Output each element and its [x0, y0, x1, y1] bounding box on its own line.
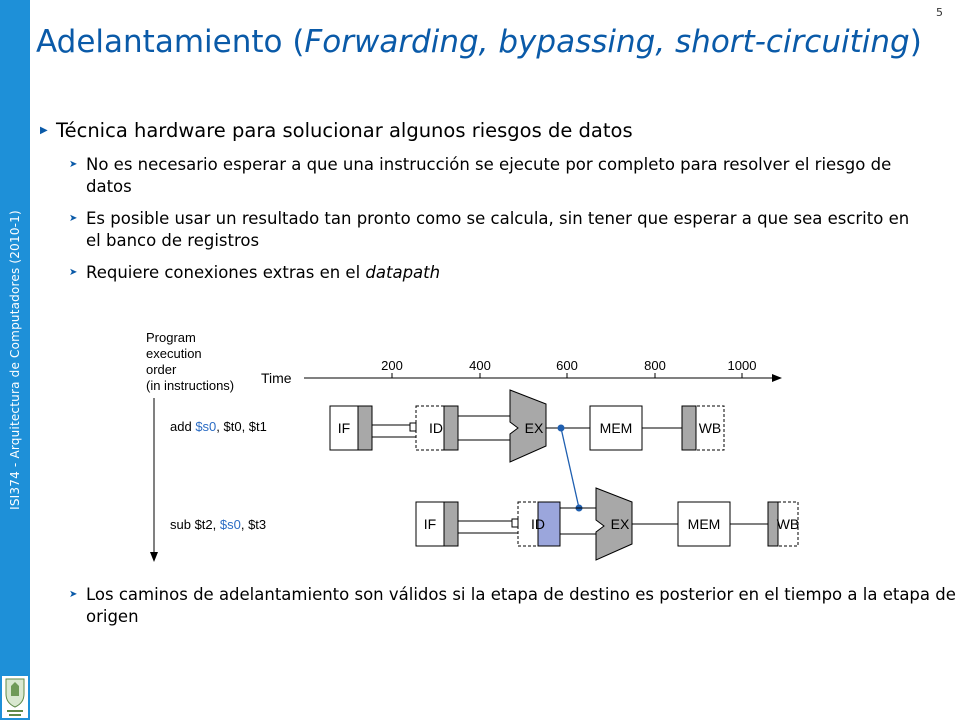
- sub-bullet-3-italic: datapath: [365, 263, 441, 282]
- instr-sub-reg: $s0: [219, 517, 241, 532]
- sub-bullet-4-text: Los caminos de adelantamiento son válidos si la etapa de destino es posterior en el tiempo a la etapa de origen: [86, 585, 956, 626]
- yaxis-line-4: (in instructions): [146, 378, 235, 393]
- stage-wb-label: WB: [698, 420, 722, 436]
- forwarding-path: [561, 428, 579, 508]
- tick-label-400: 400: [469, 358, 491, 373]
- instr-sub-label: [170, 517, 266, 532]
- pipeline-row-sub: [416, 488, 799, 560]
- sub-bullet-1-text: No es necesario esperar a que una instrucción se ejecute por completo para resolver el riesgo de datos: [86, 155, 892, 196]
- axis-arrowhead-icon: [150, 552, 158, 562]
- stage-ex-label-2: EX: [610, 516, 630, 532]
- time-arrowhead-icon: [772, 374, 782, 382]
- slide-title: [36, 24, 922, 60]
- title-italic: Forwarding, bypassing, short-circuiting: [304, 24, 910, 60]
- stage-id-label: ID: [429, 420, 443, 436]
- triangle-bullet-icon: ▶: [40, 125, 48, 136]
- title-part-2: ): [909, 24, 922, 60]
- instr-add-suffix: , $t0, $t1: [216, 419, 267, 434]
- arrow-bullet-icon: ➤: [69, 267, 78, 278]
- yaxis-line-3: order: [146, 362, 177, 377]
- instr-add-label: [170, 419, 267, 434]
- time-ticks: [381, 358, 756, 378]
- time-label: Time: [261, 370, 292, 386]
- stage-if-label-2: IF: [423, 516, 437, 532]
- sub-bullet-1: [36, 154, 926, 198]
- forwarding-source-dot: [558, 425, 565, 432]
- sub-bullet-3-text: Requiere conexiones extras en el: [86, 263, 366, 282]
- sub-bullet-2: [36, 208, 926, 252]
- instr-add-prefix: add: [170, 419, 196, 434]
- bullet-main-text: Técnica hardware para solucionar algunos riesgos de datos: [56, 119, 633, 142]
- university-logo: [2, 676, 28, 718]
- stage-ex-label: EX: [524, 420, 544, 436]
- sub-bullet-4: [36, 584, 960, 628]
- stage-wb-label-2: WB: [776, 516, 800, 532]
- tick-label-200: 200: [381, 358, 403, 373]
- stage-mem-label: MEM: [599, 420, 633, 436]
- arrow-bullet-icon: ➤: [69, 589, 78, 600]
- page-number: 5: [936, 6, 943, 19]
- stage-if-label: IF: [337, 420, 351, 436]
- arrow-bullet-icon: ➤: [69, 159, 78, 170]
- instr-sub-suffix: , $t3: [240, 517, 267, 532]
- instr-sub-prefix: sub $t2,: [170, 517, 220, 532]
- sidebar-course-label: ISI374 - Arquitectura de Computadores (2010-1): [8, 210, 22, 510]
- tick-label-1000: 1000: [727, 358, 757, 373]
- bullet-list: [36, 118, 926, 284]
- bullet-main: [36, 118, 926, 144]
- stage-mem-label-2: MEM: [687, 516, 721, 532]
- pipeline-row-add: [330, 390, 724, 462]
- tick-label-800: 800: [644, 358, 666, 373]
- sub-bullet-2-text: Es posible usar un resultado tan pronto como se calcula, sin tener que esperar a que sea escrito en el banco de registros: [86, 209, 910, 250]
- instr-add-reg: $s0: [195, 419, 217, 434]
- pipeline-forwarding-figure: [120, 320, 800, 570]
- tick-label-600: 600: [556, 358, 578, 373]
- yaxis-line-2: execution: [146, 346, 202, 361]
- university-seal-icon: [2, 676, 28, 718]
- sub-bullet-3: [36, 262, 926, 284]
- stage-id-label-2: ID: [531, 516, 545, 532]
- title-part-1: Adelantamiento (: [36, 24, 305, 60]
- pipeline-diagram: [120, 320, 800, 574]
- yaxis-line-1: Program: [146, 330, 196, 345]
- arrow-bullet-icon: ➤: [69, 213, 78, 224]
- sidebar: [0, 0, 30, 720]
